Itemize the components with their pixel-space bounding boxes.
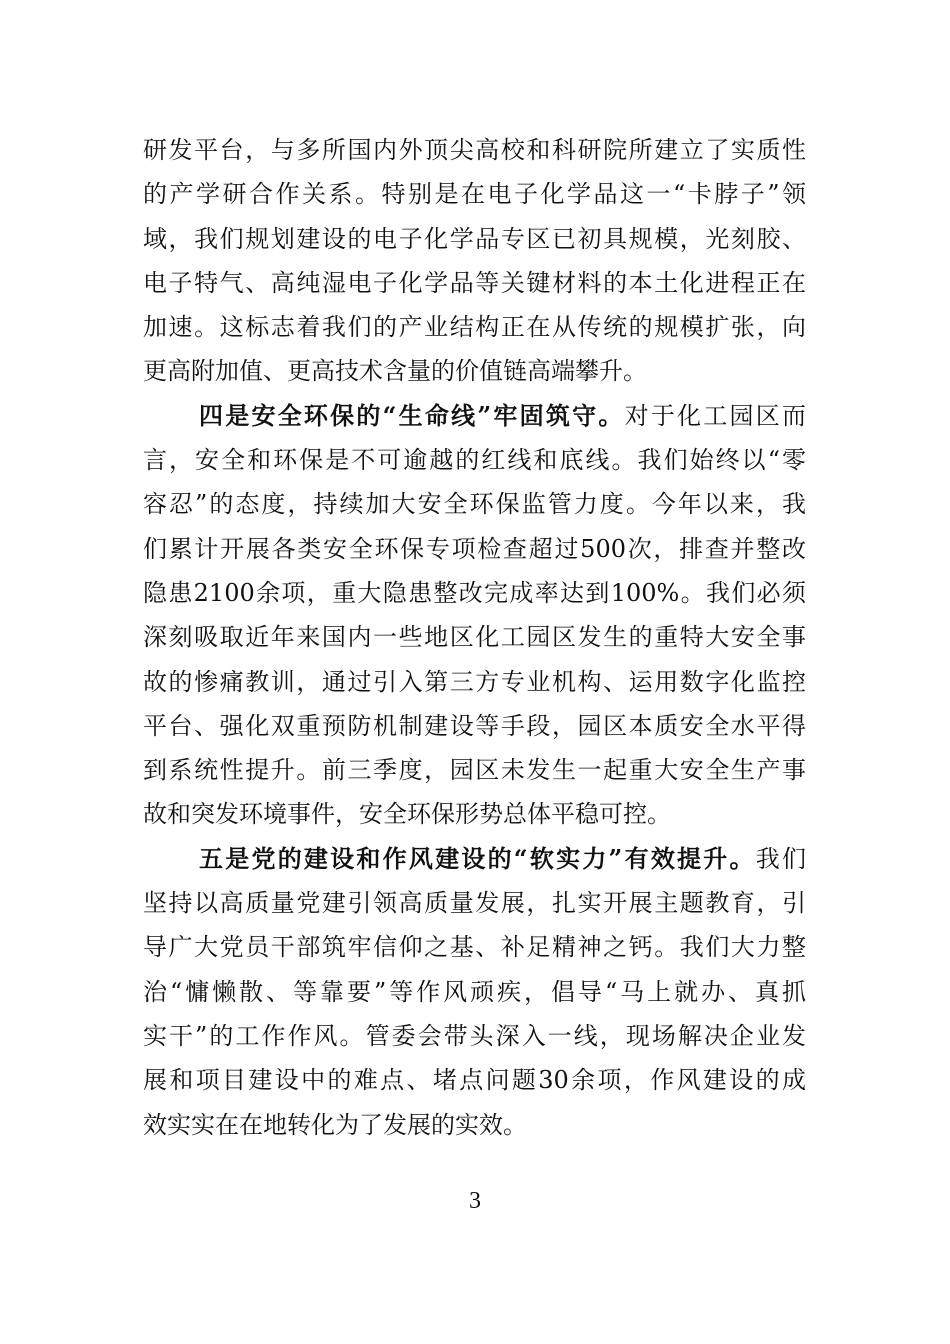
text-line: 更高附加值、更高技术含量的价值链高端攀升。 [143,357,647,386]
text-line [143,394,806,438]
text-line: 效实实在在地转化为了发展的实效。 [143,1110,527,1139]
text-line: 的产学研合作关系。特别是在电子化学品这一“卡脖子”领 [143,180,806,209]
paragraph-heading: 四是安全环保的“生命线”牢固筑守。 [199,400,625,430]
text-line: 实干”的工作作风。管委会带头深入一线，现场解决企业发 [143,1021,806,1050]
paragraph-party-building [143,837,806,1147]
text-span: 我们 [755,844,806,873]
text-line [143,837,806,881]
paragraph-safety-environment [143,394,806,837]
text-line: 坚持以高质量党建引领高质量发展，扎实开展主题教育，引 [143,889,806,918]
text-line: 到系统性提升。前三季度，园区未发生一起重大安全生产事 [143,756,806,785]
text-line: 研发平台，与多所国内外顶尖高校和科研院所建立了实质性 [143,136,806,164]
text-line: 故的惨痛教训，通过引入第三方专业机构、运用数字化监控 [143,667,806,696]
document-body [143,128,806,1147]
text-line: 加速。这标志着我们的产业结构正在从传统的规模扩张，向 [143,313,806,342]
page-number: 3 [469,1188,481,1214]
text-line: 治“慵懒散、等靠要”等作风顽疾，倡导“马上就办、真抓 [143,977,806,1006]
text-line: 导广大党员干部筑牢信仰之基、补足精神之钙。我们大力整 [143,933,806,962]
text-line: 电子特气、高纯湿电子化学品等关键材料的本土化进程正在 [143,268,806,297]
text-line: 容忍”的态度，持续加大安全环保监管力度。今年以来，我 [143,490,806,519]
paragraph-heading: 五是党的建设和作风建设的“软实力”有效提升。 [199,843,756,873]
text-line: 平台、强化双重预防机制建设等手段，园区本质安全水平得 [143,711,806,740]
text-line: 展和项目建设中的难点、堵点问题30余项，作风建设的成 [143,1066,806,1095]
text-line: 故和突发环境事件，安全环保形势总体平稳可控。 [143,800,671,829]
text-line: 言，安全和环保是不可逾越的红线和底线。我们始终以“零 [143,446,806,475]
text-line: 域，我们规划建设的电子化学品专区已初具规模，光刻胶、 [143,224,806,253]
text-line: 们累计开展各类安全环保专项检查超过500次，排查并整改 [143,534,806,563]
text-line: 深刻吸取近年来国内一些地区化工园区发生的重特大安全事 [143,623,806,652]
paragraph-r-and-d [143,128,806,394]
text-span: 对于化工园区而 [624,401,806,430]
text-line: 隐患2100余项，重大隐患整改完成率达到100%。我们必须 [143,578,806,607]
